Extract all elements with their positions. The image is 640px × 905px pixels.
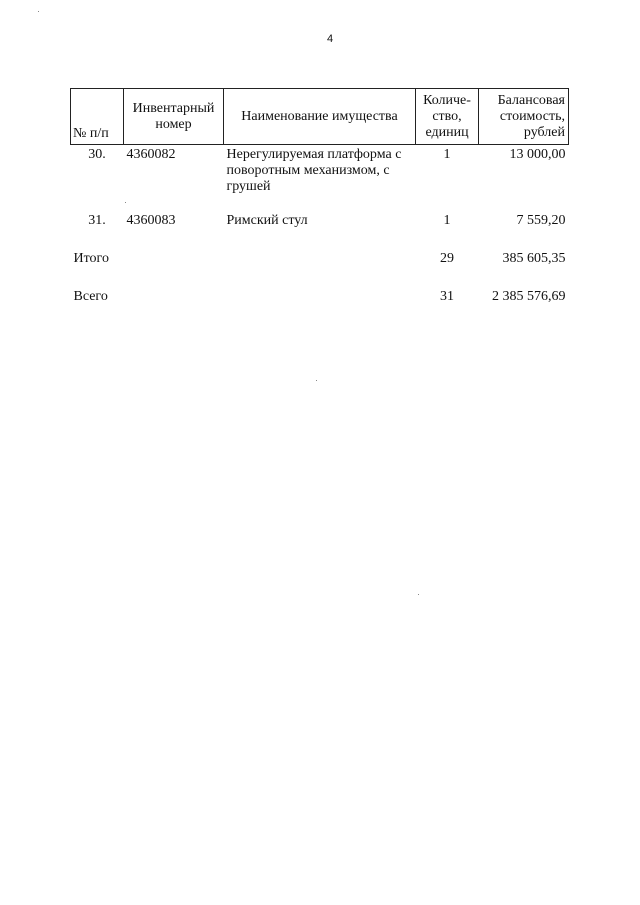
scan-speck	[38, 11, 39, 12]
header-property-name: Наименование имущества	[224, 89, 416, 145]
row-balance-cost: 7 559,20	[516, 213, 566, 228]
grand-total-row	[71, 285, 569, 305]
grand-total-label: Всего	[73, 289, 108, 304]
table-row	[71, 209, 569, 247]
row-quantity: 1	[443, 147, 451, 162]
row-inventory-number: 4360083	[126, 213, 176, 228]
scan-speck	[316, 380, 317, 381]
subtotal-row	[71, 247, 569, 285]
row-num: 31.	[88, 213, 106, 228]
table-header-row	[71, 89, 569, 145]
scan-speck	[418, 594, 419, 595]
page-number: 4	[326, 33, 334, 45]
grand-total-cost: 2 385 576,69	[492, 289, 566, 304]
row-balance-cost: 13 000,00	[509, 147, 566, 162]
subtotal-cost: 385 605,35	[502, 251, 566, 266]
row-property-name: Нерегулируемая платформа с поворотным механизмом, с грушей	[226, 147, 402, 194]
subtotal-label: Итого	[73, 251, 109, 266]
row-quantity: 1	[443, 213, 451, 228]
property-table	[70, 88, 569, 305]
header-quantity: Количе-ство, единиц	[416, 89, 479, 145]
subtotal-quantity: 29	[440, 251, 454, 266]
grand-total-quantity: 31	[440, 289, 454, 304]
row-property-name: Римский стул	[226, 213, 308, 228]
row-inventory-number: 4360082	[126, 147, 176, 162]
table-row	[71, 145, 569, 210]
header-num: № п/п	[71, 89, 124, 145]
header-balance-cost: Балансовая стоимость, рублей	[479, 89, 569, 145]
scan-speck	[125, 202, 126, 203]
row-num: 30.	[88, 147, 106, 162]
header-inventory-number: Инвентарный номер	[124, 89, 224, 145]
